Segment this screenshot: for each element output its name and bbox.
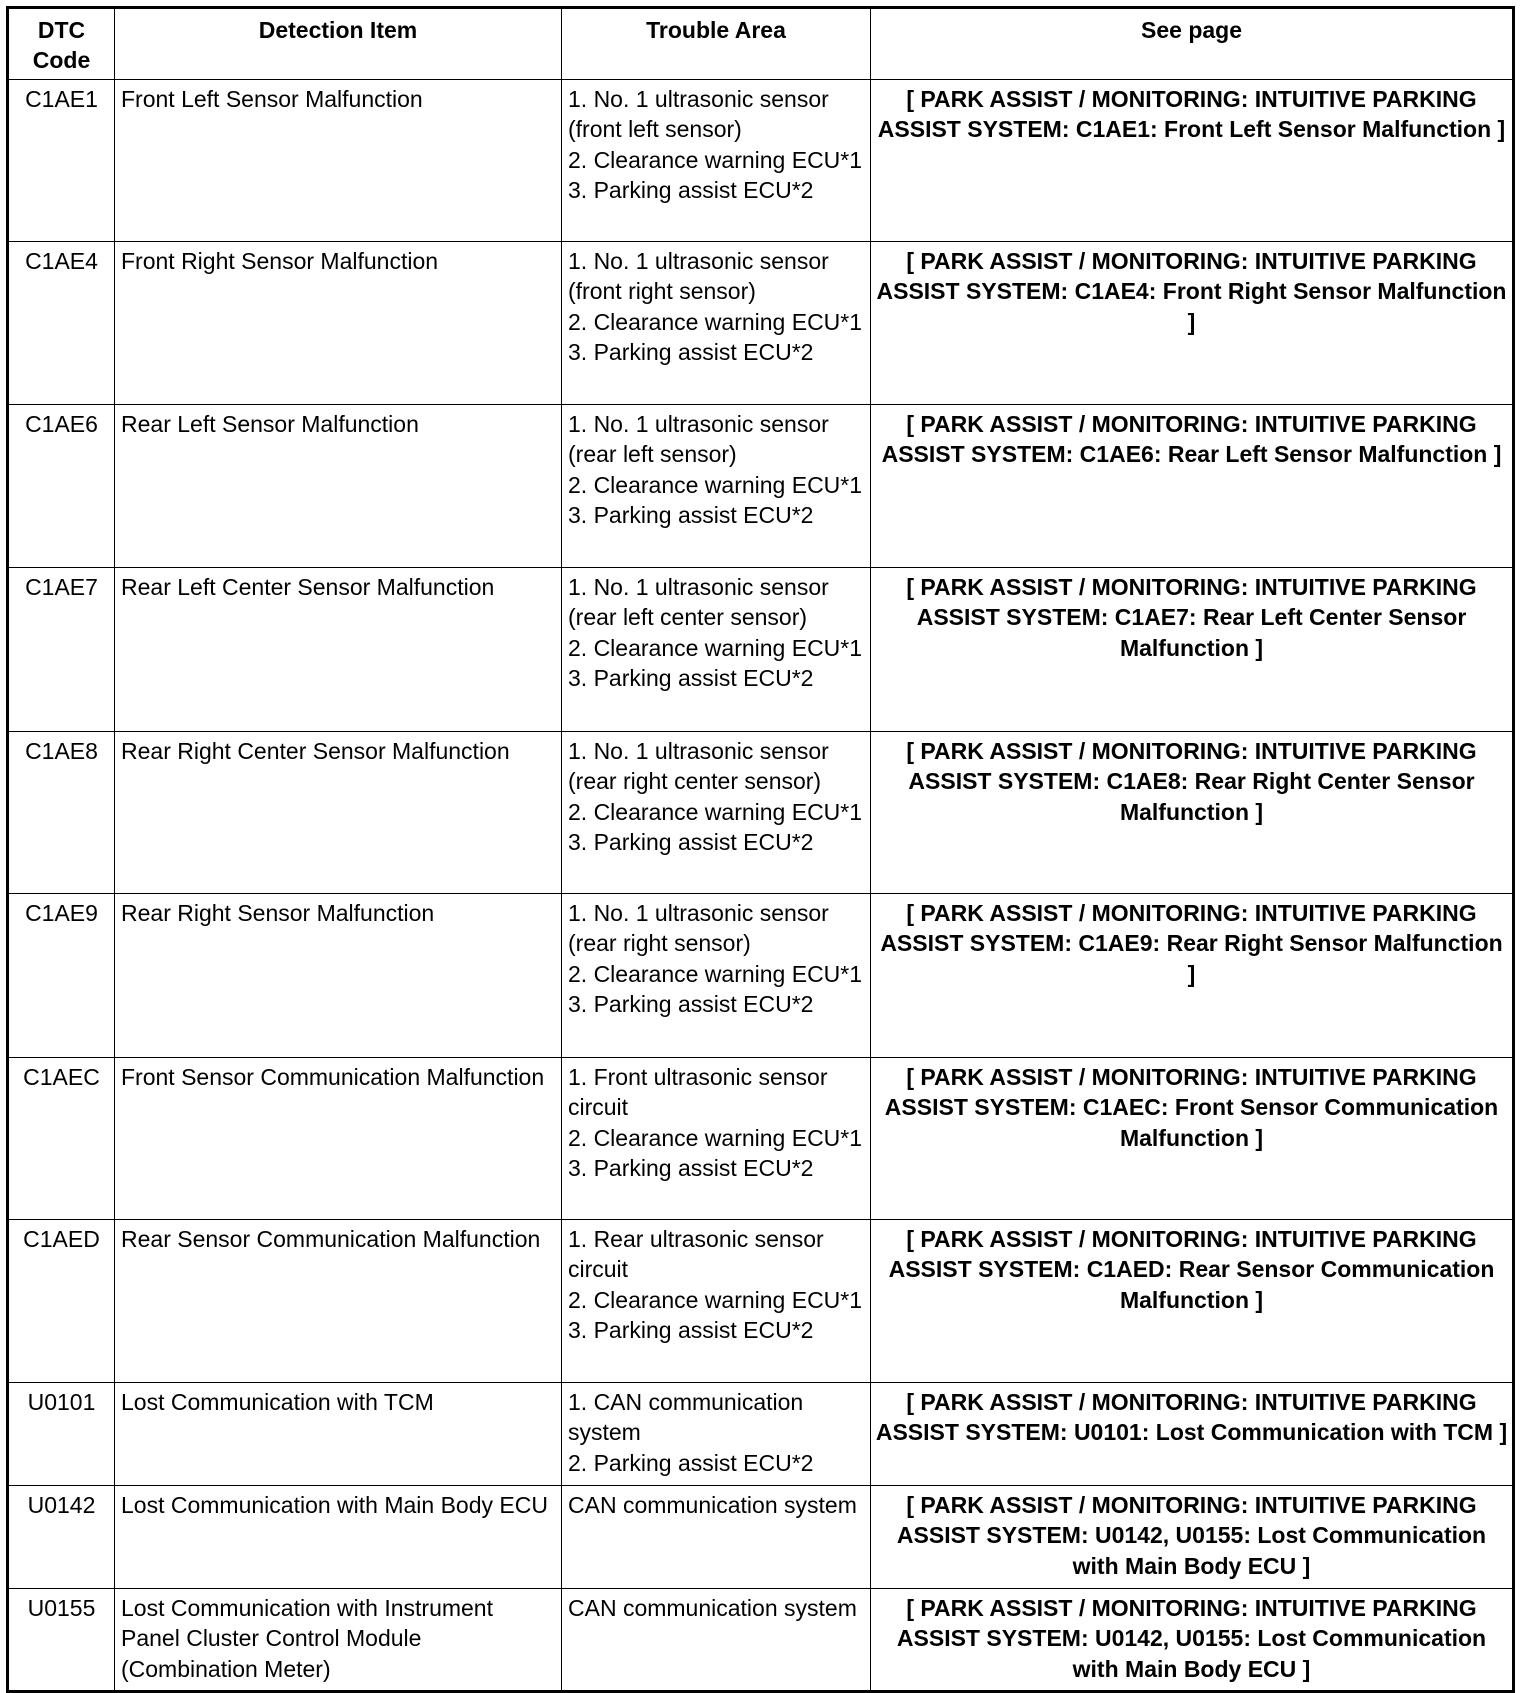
trouble-area-item: 3. Parking assist ECU*2 [568,990,814,1017]
trouble-area-item: 2. Clearance warning ECU*1 [568,960,863,987]
trouble-area-item: 3. Parking assist ECU*2 [568,338,814,365]
detection-item: Rear Right Center Sensor Malfunction [115,732,562,894]
trouble-area-item: 2. Clearance warning ECU*1 [568,634,863,661]
table-row [8,1220,1514,1383]
see-page-link[interactable]: [ PARK ASSIST / MONITORING: INTUITIVE PARKING ASSIST SYSTEM: C1AE8: Rear Right Center Sensor Malfunction ] [871,732,1514,894]
trouble-area [562,1058,871,1220]
header-dtc-code: DTC Code [8,8,115,80]
table-row [8,1486,1514,1589]
table-row [8,242,1514,405]
detection-item: Rear Left Sensor Malfunction [115,405,562,568]
table-row [8,1589,1514,1692]
see-page-link[interactable]: [ PARK ASSIST / MONITORING: INTUITIVE PARKING ASSIST SYSTEM: C1AED: Rear Sensor Communication Malfunction ] [871,1220,1514,1383]
header-row [8,8,1514,80]
detection-item: Rear Left Center Sensor Malfunction [115,568,562,732]
trouble-area-item: 1. No. 1 ultrasonic sensor (rear left center sensor) [568,574,829,631]
see-page-link[interactable]: [ PARK ASSIST / MONITORING: INTUITIVE PARKING ASSIST SYSTEM: U0101: Lost Communication with TCM ] [871,1383,1514,1486]
dtc-code: U0142 [8,1486,115,1589]
detection-item: Rear Sensor Communication Malfunction [115,1220,562,1383]
trouble-area-item: 2. Clearance warning ECU*1 [568,146,863,173]
header-trouble-area: Trouble Area [562,8,871,80]
trouble-area [562,1486,871,1589]
dtc-code: C1AE1 [8,80,115,242]
trouble-area-item: CAN communication system [568,1595,857,1621]
trouble-area-item: 2. Parking assist ECU*2 [568,1449,814,1476]
trouble-area [562,242,871,405]
see-page-link[interactable]: [ PARK ASSIST / MONITORING: INTUITIVE PARKING ASSIST SYSTEM: C1AE9: Rear Right Sensor Malfunction ] [871,894,1514,1058]
trouble-area-item: 2. Clearance warning ECU*1 [568,471,863,498]
detection-item: Front Right Sensor Malfunction [115,242,562,405]
table-row [8,732,1514,894]
dtc-code: C1AE7 [8,568,115,732]
trouble-area-item: 1. No. 1 ultrasonic sensor (rear left sensor) [568,411,829,468]
detection-item: Rear Right Sensor Malfunction [115,894,562,1058]
detection-item: Front Sensor Communication Malfunction [115,1058,562,1220]
dtc-code: C1AE6 [8,405,115,568]
trouble-area-item: 3. Parking assist ECU*2 [568,1154,814,1181]
trouble-area [562,568,871,732]
trouble-area-item: 2. Clearance warning ECU*1 [568,798,863,825]
trouble-area-item: 2. Clearance warning ECU*1 [568,1286,863,1313]
see-page-link[interactable]: [ PARK ASSIST / MONITORING: INTUITIVE PARKING ASSIST SYSTEM: C1AEC: Front Sensor Communication Malfunction ] [871,1058,1514,1220]
dtc-table [6,6,1515,1693]
dtc-code: U0155 [8,1589,115,1692]
header-detection-item: Detection Item [115,8,562,80]
trouble-area-item: CAN communication system [568,1492,857,1518]
header-see-page: See page [871,8,1514,80]
dtc-code: U0101 [8,1383,115,1486]
table-row [8,80,1514,242]
trouble-area-item: 3. Parking assist ECU*2 [568,176,814,203]
table-row [8,568,1514,732]
trouble-area-item: 3. Parking assist ECU*2 [568,828,814,855]
see-page-link[interactable]: [ PARK ASSIST / MONITORING: INTUITIVE PARKING ASSIST SYSTEM: C1AE4: Front Right Sensor Malfunction ] [871,242,1514,405]
trouble-area [562,894,871,1058]
table-row [8,894,1514,1058]
see-page-link[interactable]: [ PARK ASSIST / MONITORING: INTUITIVE PARKING ASSIST SYSTEM: U0142, U0155: Lost Communication with Main Body ECU ] [871,1486,1514,1589]
trouble-area-item: 2. Clearance warning ECU*1 [568,308,863,335]
trouble-area-item: 1. No. 1 ultrasonic sensor (rear right sensor) [568,900,829,957]
trouble-area-item: 1. Front ultrasonic sensor circuit [568,1064,828,1121]
trouble-area-item: 3. Parking assist ECU*2 [568,501,814,528]
trouble-area-item: 1. Rear ultrasonic sensor circuit [568,1226,824,1283]
see-page-link[interactable]: [ PARK ASSIST / MONITORING: INTUITIVE PARKING ASSIST SYSTEM: C1AE1: Front Left Sensor Malfunction ] [871,80,1514,242]
trouble-area [562,1383,871,1486]
trouble-area [562,1589,871,1692]
trouble-area [562,732,871,894]
detection-item: Lost Communication with TCM [115,1383,562,1486]
dtc-code: C1AEC [8,1058,115,1220]
detection-item: Lost Communication with Main Body ECU [115,1486,562,1589]
dtc-code: C1AE9 [8,894,115,1058]
trouble-area [562,1220,871,1383]
trouble-area [562,80,871,242]
detection-item: Front Left Sensor Malfunction [115,80,562,242]
trouble-area-item: 1. No. 1 ultrasonic sensor (front left sensor) [568,86,829,143]
trouble-area-item: 1. CAN communication system [568,1389,804,1446]
table-row [8,1058,1514,1220]
dtc-code: C1AE4 [8,242,115,405]
trouble-area-item: 3. Parking assist ECU*2 [568,1316,814,1343]
see-page-link[interactable]: [ PARK ASSIST / MONITORING: INTUITIVE PARKING ASSIST SYSTEM: U0142, U0155: Lost Communication with Main Body ECU ] [871,1589,1514,1692]
table-row [8,405,1514,568]
trouble-area [562,405,871,568]
detection-item: Lost Communication with Instrument Panel Cluster Control Module (Combination Meter) [115,1589,562,1692]
trouble-area-item: 2. Clearance warning ECU*1 [568,1124,863,1151]
dtc-code: C1AED [8,1220,115,1383]
dtc-code: C1AE8 [8,732,115,894]
trouble-area-item: 1. No. 1 ultrasonic sensor (rear right center sensor) [568,738,829,795]
trouble-area-item: 1. No. 1 ultrasonic sensor (front right sensor) [568,248,829,305]
table-row [8,1383,1514,1486]
see-page-link[interactable]: [ PARK ASSIST / MONITORING: INTUITIVE PARKING ASSIST SYSTEM: C1AE6: Rear Left Sensor Malfunction ] [871,405,1514,568]
see-page-link[interactable]: [ PARK ASSIST / MONITORING: INTUITIVE PARKING ASSIST SYSTEM: C1AE7: Rear Left Center Sensor Malfunction ] [871,568,1514,732]
trouble-area-item: 3. Parking assist ECU*2 [568,664,814,691]
